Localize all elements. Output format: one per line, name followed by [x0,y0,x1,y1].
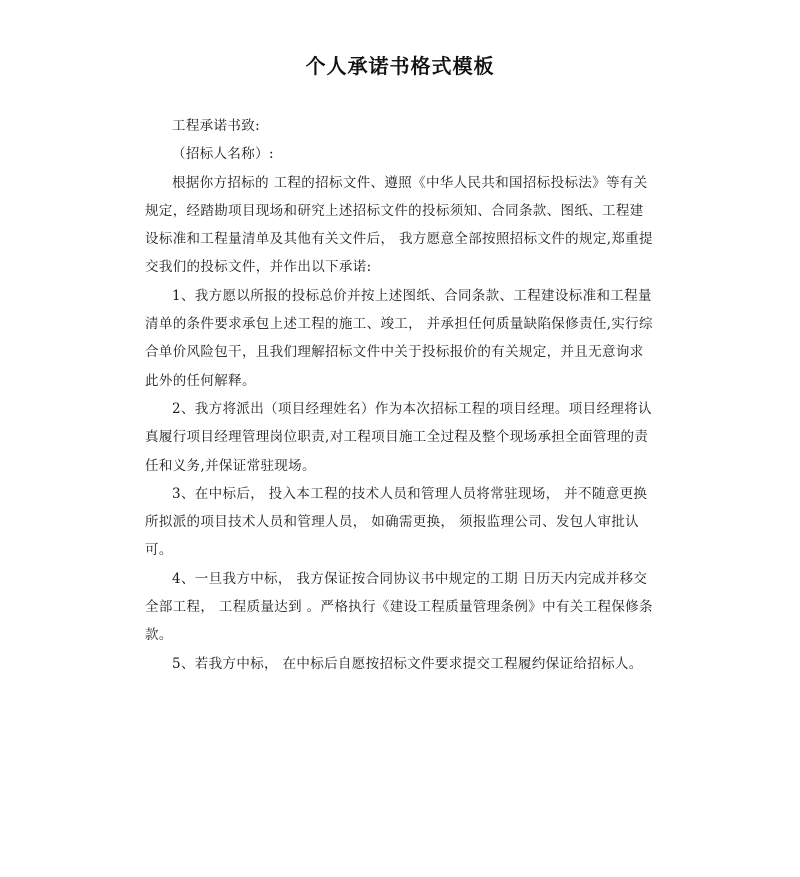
document-title: 个人承诺书格式模板 [305,54,495,78]
intro-paragraph: 根据你方招标的 工程的招标文件、遵照《中华人民共和国招标投标法》等有关规定，经踏勘项目现场和研究上述招标文件的投标须知、合同条款、图纸、工程建设标准和工程量清单及其他有关文件后， 我方愿意全部按照招标文件的规定,郑重提交我们的投标文件，并作出以下承诺: [145,174,653,276]
commitment-item-2: 2、我方将派出（项目经理姓名）作为本次招标工程的项目经理。项目经理将认真履行项目经理管理岗位职责,对工程项目施工全过程及整个现场承担全面管理的责任和义务,并保证常驻现场。 [145,400,652,474]
commitment-item-3: 3、在中标后， 投入本工程的技术人员和管理人员将常驻现场， 并不随意更换所拟派的项目技术人员和管理人员， 如确需更换， 须报监理公司、发包人审批认可。 [145,485,648,559]
salutation: 工程承诺书致: [172,118,260,134]
commitment-item-1: 1、我方愿以所报的投标总价并按上述图纸、合同条款、工程建设标准和工程量清单的条件要求承包上述工程的施工、竣工， 并承担任何质量缺陷保修责任,实行综合单价风险包干，且我们理解招标文件中关于投标报价的有关规定，并且无意询求此外的任何解释。 [145,287,653,389]
document-body [145,112,657,678]
commitment-item-5: 5、若我方中标， 在中标后自愿按招标文件要求提交工程履约保证给招标人。 [172,655,643,672]
commitment-item-4: 4、一旦我方中标， 我方保证按合同协议书中规定的工期 日历天内完成并移交全部工程， 工程质量达到 。严格执行《建设工程质量管理条例》中有关工程保修条款。 [145,570,653,644]
recipient: （招标人名称）: [172,146,274,163]
